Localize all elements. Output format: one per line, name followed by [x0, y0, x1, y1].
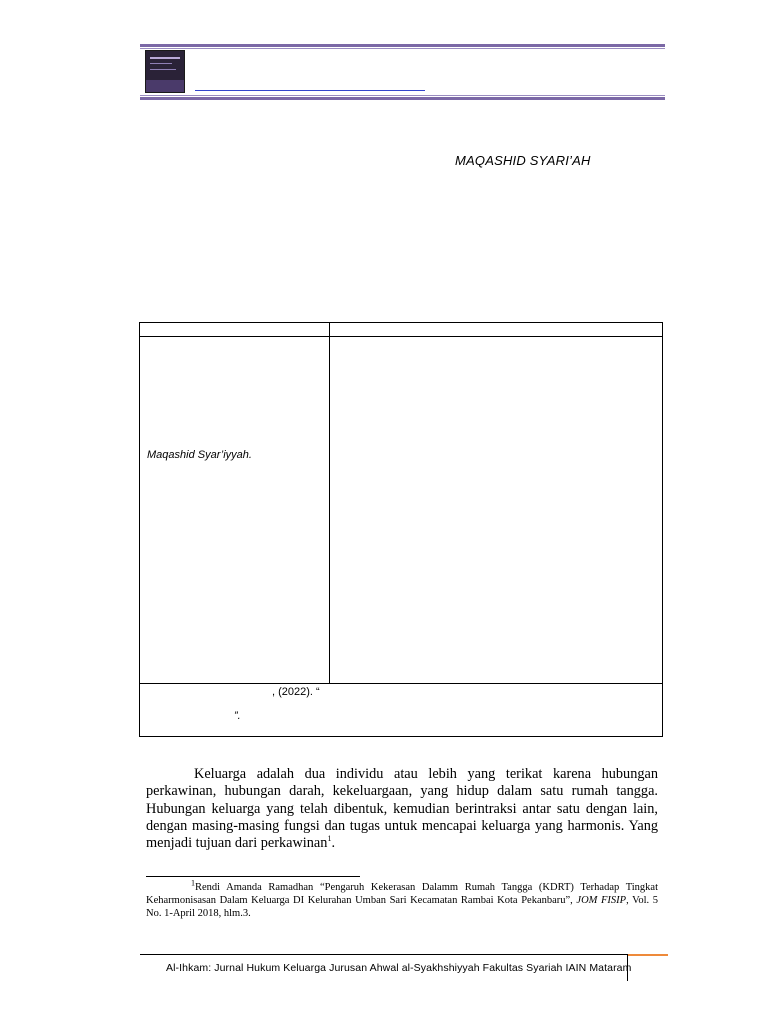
header-rule-bottom — [140, 97, 665, 100]
abstract-table — [139, 322, 663, 737]
table-header-right — [330, 323, 663, 337]
footnote-number: 1 — [191, 878, 195, 888]
footnote — [146, 878, 658, 920]
body-paragraph: Keluarga adalah dua individu atau lebih yang terikat karena hubungan perkawinan, hubungan darah, kekeluargaan, yang hidup dalam satu rumah tangga. Hubungan keluarga yang telah dibentuk, kemudian berintraksi antar satu dengan lain, dengan masing-masing fungsi dan tugas untuk mencapai keluarga yang harmonis. Yang menjadi tujuan dari perkawinan$^1$. — [146, 766, 658, 852]
keywords-cell — [140, 337, 330, 684]
header-link-underline[interactable] — [195, 90, 425, 91]
footnote-tail: , Vol. 5 No. 1-April 2018, hlm.3. — [146, 895, 658, 919]
footnote-text: Rendi Amanda Ramadhan “Pengaruh Kekerasan Dalamm Rumah Tangga (KDRT) Terhadap Tingkat Keharmonisasan Dalam Keluarga DI Kelurahan Umban Sari Kecamatan Rambai Kota Pekanbaru”, — [146, 882, 658, 906]
footer-journal-name: Al-Ihkam: Jurnal Hukum Keluarga Jurusan Ahwal al-Syakhshiyyah Fakultas Syariah IAIN Mataram — [166, 962, 632, 974]
article-title: MAQASHID SYARI’AH — [455, 153, 591, 168]
header-rule-top — [140, 44, 665, 47]
table-header-left — [140, 323, 330, 337]
footer-rule — [140, 954, 628, 955]
footnote-reference[interactable]: 1 — [327, 834, 332, 844]
abstract-cell — [330, 337, 663, 684]
paragraph-text: Keluarga adalah dua individu atau lebih yang terikat karena hubungan perkawinan, hubungan darah, kekeluargaan, yang hidup dalam satu rumah tangga. Hubungan keluarga yang telah dibentuk, kemudian berintraksi antar satu dengan lain, dengan masing-masing fungsi dan tugas untuk mencapai keluarga yang harmonis. Yang menjadi tujuan dari perkawinan — [146, 766, 658, 852]
footnote-journal: JOM FISIP — [576, 895, 627, 906]
footnote-separator — [146, 876, 360, 877]
footer-accent — [628, 954, 668, 956]
citation-year: , (2022). “ — [272, 686, 320, 698]
header-rule-bottom-thin — [140, 95, 665, 96]
citation-end: ”. — [234, 710, 241, 722]
citation-cell — [140, 684, 663, 737]
keyword-text: Maqashid Syar’iyyah. — [147, 449, 252, 461]
journal-cover-thumbnail — [145, 50, 185, 93]
header-rule-top-thin — [140, 48, 665, 49]
